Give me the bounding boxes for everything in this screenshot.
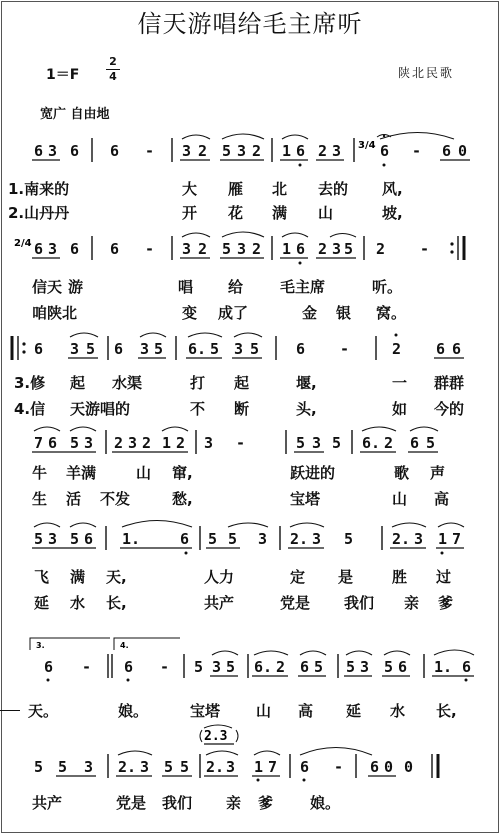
note: 3 xyxy=(128,434,138,452)
note: 5 xyxy=(384,658,394,676)
note: - xyxy=(412,142,422,160)
note: 1. xyxy=(434,658,453,676)
note: 2 xyxy=(142,434,152,452)
note: 2 xyxy=(392,340,402,358)
note: 5 xyxy=(154,340,164,358)
note: 5 xyxy=(210,340,220,358)
note: 5 xyxy=(426,434,436,452)
note: 3 xyxy=(48,530,58,548)
note: 2 xyxy=(198,142,208,160)
note: 3 xyxy=(84,758,94,776)
note: 5 xyxy=(344,240,354,258)
note: 5 xyxy=(86,340,96,358)
note: 7 xyxy=(452,530,462,548)
note: 2 xyxy=(198,240,208,258)
note: 5 xyxy=(34,758,44,776)
note: - xyxy=(160,658,170,676)
note: 5 xyxy=(180,758,190,776)
note: 7 xyxy=(34,434,44,452)
ossia-note: 2.3 xyxy=(204,729,228,744)
lyric-line-3b: 4.信 天游唱的 不 断 头, 如 今的 xyxy=(14,400,465,418)
note: 3 xyxy=(140,340,150,358)
note: - xyxy=(236,434,246,452)
note: 6. xyxy=(188,340,207,358)
note: 5 xyxy=(70,434,80,452)
lyric-line-5b: 延 水 长, 共产 党是 我们 亲 爹 xyxy=(34,594,454,612)
note: 6 xyxy=(296,142,306,160)
time-signature xyxy=(106,56,120,83)
note: 3 xyxy=(312,530,322,548)
note: 3 xyxy=(332,240,342,258)
note: 6 xyxy=(296,240,306,258)
note: 1 xyxy=(282,240,292,258)
note: 5 xyxy=(222,142,232,160)
note: 6. xyxy=(362,434,381,452)
note: 3 xyxy=(140,758,150,776)
note: 6 xyxy=(44,658,54,676)
note: 3 xyxy=(182,142,192,160)
note: 3 xyxy=(360,658,370,676)
note: 0 xyxy=(458,142,468,160)
note: 5 xyxy=(332,434,342,452)
note: 5 xyxy=(226,658,236,676)
note: 2 xyxy=(318,142,328,160)
note: 5 xyxy=(208,530,218,548)
note: 3 xyxy=(237,240,247,258)
note: 5 xyxy=(58,758,68,776)
lyric-line-1b: 2.山丹丹 开 花 满 山 坡, xyxy=(8,204,403,222)
note: 5 xyxy=(296,434,306,452)
note: 0 xyxy=(384,758,394,776)
note: 5 xyxy=(228,530,238,548)
key-signature: 1＝F xyxy=(46,67,80,83)
note: 3 xyxy=(234,340,244,358)
time-change: 3/4 xyxy=(358,140,376,151)
note: 6 xyxy=(48,434,58,452)
note: 6 xyxy=(70,240,80,258)
note: - xyxy=(145,240,155,258)
note: 2 xyxy=(252,142,262,160)
note: 6 xyxy=(34,240,44,258)
lyric-line-6: 天。 娘。 宝塔 山 高 延 水 长, xyxy=(0,700,500,722)
note: 2 xyxy=(114,434,124,452)
note: 3 xyxy=(237,142,247,160)
note: - xyxy=(82,658,92,676)
volta-3: 3. xyxy=(36,641,45,650)
note: 6 xyxy=(398,658,408,676)
note: 6 xyxy=(370,758,380,776)
note: 6 xyxy=(300,658,310,676)
note: 6 xyxy=(436,340,446,358)
time-change: 2/4 xyxy=(14,238,32,249)
note: 3 xyxy=(70,340,80,358)
note: 5 xyxy=(346,658,356,676)
note: 3 xyxy=(312,434,322,452)
note: 1 xyxy=(254,758,264,776)
note: 5 xyxy=(194,658,204,676)
note: 5 xyxy=(34,530,44,548)
score-system-7 xyxy=(0,722,500,782)
note: 5 xyxy=(164,758,174,776)
note: 6 xyxy=(110,240,120,258)
note: 2. xyxy=(206,758,225,776)
note: 6 xyxy=(300,758,310,776)
note: 6 xyxy=(452,340,462,358)
note: 2 xyxy=(318,240,328,258)
lyric-line-7: 共产 党是 我们 亲 爹 娘。 xyxy=(32,794,341,812)
note: 1 xyxy=(282,142,292,160)
note: 6 xyxy=(380,142,390,160)
note: 3 xyxy=(48,142,58,160)
note: 2 xyxy=(384,434,394,452)
note: 3 xyxy=(414,530,424,548)
score-system-3 xyxy=(0,330,500,370)
note: 3 xyxy=(204,434,214,452)
note: 6 xyxy=(70,142,80,160)
note: 3 xyxy=(84,434,94,452)
note: 5 xyxy=(344,530,354,548)
score-system-4 xyxy=(0,424,500,464)
note: 6 xyxy=(296,340,306,358)
song-origin: 陕北民歌 xyxy=(398,66,455,80)
note: 1. xyxy=(122,530,141,548)
song-title: 信天游唱给毛主席听 xyxy=(137,10,363,38)
lyric-line-2a: 信天 游 唱 给 毛主席 听。 xyxy=(32,278,403,296)
note: - xyxy=(420,240,430,258)
note: 3 xyxy=(226,758,236,776)
meter-top: 2 xyxy=(109,55,117,68)
score-system-2 xyxy=(0,230,500,270)
lyric-line-4a: 牛 羊满 山 窜, 跃进的 歌 声 xyxy=(32,464,446,482)
note: 6 xyxy=(462,658,472,676)
note: 6 xyxy=(84,530,94,548)
note: 5 xyxy=(314,658,324,676)
note: 6 xyxy=(410,434,420,452)
lyric-line-4b: 生 活 不发 愁, 宝塔 山 高 xyxy=(32,490,450,508)
note: 3 xyxy=(212,658,222,676)
note: - xyxy=(340,340,350,358)
note: 1 xyxy=(438,530,448,548)
tempo-marking: 宽广 自由地 xyxy=(40,107,110,122)
note: 2 xyxy=(176,434,186,452)
score-system-1 xyxy=(0,132,500,172)
note: 2 xyxy=(252,240,262,258)
note: 6 xyxy=(34,142,44,160)
note: 6 xyxy=(442,142,452,160)
note: 2. xyxy=(118,758,137,776)
note: 2 xyxy=(376,240,386,258)
note: 6. xyxy=(254,658,273,676)
lyric-line-2b: 咱陕北 变 成了 金 银 窝。 xyxy=(32,304,407,322)
note: 2. xyxy=(290,530,309,548)
meter-bottom: 4 xyxy=(109,70,117,83)
lyric-line-3a: 3.修 起 水渠 打 起 堰, 一 群群 xyxy=(14,374,465,392)
note: 7 xyxy=(268,758,278,776)
note: 5 xyxy=(70,530,80,548)
note: 2. xyxy=(392,530,411,548)
note: 6 xyxy=(180,530,190,548)
note: 6 xyxy=(110,142,120,160)
note: 6 xyxy=(114,340,124,358)
note: 3 xyxy=(48,240,58,258)
note: 0 xyxy=(404,758,414,776)
lyric-line-1a: 1.南来的 大 雁 北 去的 风, xyxy=(8,180,403,198)
score-system-6 xyxy=(0,632,500,686)
note: 3 xyxy=(182,240,192,258)
note: 1 xyxy=(162,434,172,452)
note: 6 xyxy=(34,340,44,358)
note: - xyxy=(334,758,344,776)
score-system-5 xyxy=(0,520,500,560)
note: - xyxy=(145,142,155,160)
note: 3 xyxy=(332,142,342,160)
note: 6 xyxy=(124,658,134,676)
note: 3 xyxy=(258,530,268,548)
note: 5 xyxy=(222,240,232,258)
volta-4: 4. xyxy=(120,641,129,650)
note: 5 xyxy=(250,340,260,358)
lyric-line-5a: 飞 满 天, 人力 定 是 胜 过 xyxy=(34,568,452,586)
note: 2 xyxy=(276,658,286,676)
